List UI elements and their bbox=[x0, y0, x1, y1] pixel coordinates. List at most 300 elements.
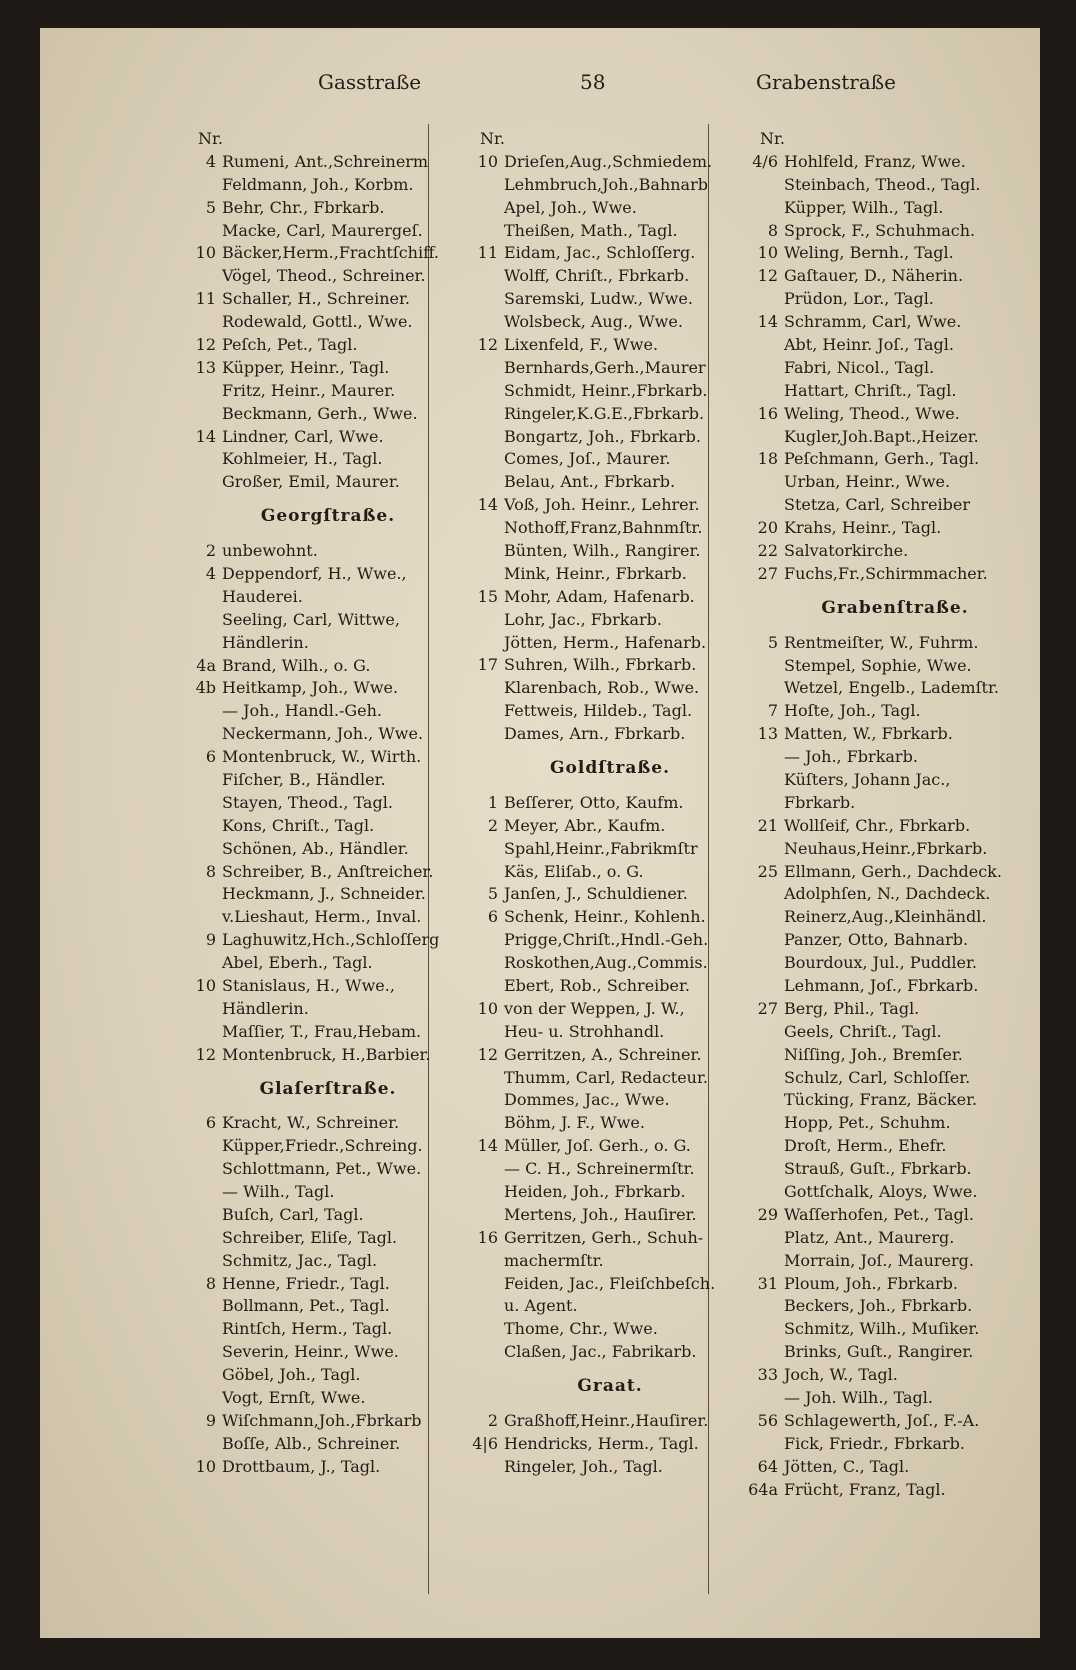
house-number bbox=[720, 655, 784, 678]
house-number bbox=[440, 288, 504, 311]
house-number bbox=[440, 700, 504, 723]
house-number: 12 bbox=[477, 1044, 498, 1064]
street-heading: Glaſerſtraße. bbox=[259, 1078, 397, 1099]
resident-entry: von der Weppen, J. W., bbox=[504, 998, 685, 1018]
house-number: 6 bbox=[205, 747, 216, 767]
house-number bbox=[720, 288, 784, 311]
house-number: 64a bbox=[748, 1479, 778, 1499]
resident-entry: Drieſen,Aug.,Schmiedem. bbox=[504, 151, 713, 171]
header-left-street: Gasstraße bbox=[318, 70, 422, 94]
resident-entry: Hoſte, Joh., Tagl. bbox=[784, 701, 921, 721]
house-number: 7 bbox=[767, 701, 778, 721]
resident-entry: Fabri, Nicol., Tagl. bbox=[784, 357, 935, 377]
resident-entry: Fuchs,Fr.,Schirmmacher. bbox=[784, 563, 988, 583]
resident-entry: Peſch, Pet., Tagl. bbox=[222, 335, 358, 355]
resident-entry: — C. H., Schreinermſtr. bbox=[504, 1159, 695, 1179]
directory-entry bbox=[440, 929, 740, 952]
directory-entry bbox=[158, 769, 458, 792]
resident-entry: Comes, Joſ., Maurer. bbox=[504, 449, 671, 469]
house-number bbox=[720, 906, 784, 929]
resident-entry: machermſtr. bbox=[504, 1250, 604, 1270]
house-number bbox=[720, 769, 784, 792]
house-number bbox=[440, 975, 504, 998]
resident-entry: Beckers, Joh., Fbrkarb. bbox=[784, 1296, 973, 1316]
house-number: 2 bbox=[487, 1410, 498, 1430]
house-number: 4 bbox=[205, 151, 216, 171]
resident-entry: Bernhards,Gerh.,Maurer bbox=[504, 357, 706, 377]
house-number bbox=[720, 357, 784, 380]
directory-entry bbox=[440, 1433, 740, 1456]
house-number bbox=[440, 403, 504, 426]
street-heading: Graat. bbox=[577, 1376, 643, 1397]
directory-entry bbox=[158, 975, 458, 998]
directory-entry bbox=[720, 1273, 1030, 1296]
directory-entry bbox=[720, 494, 1030, 517]
house-number: 12 bbox=[757, 266, 778, 286]
house-number: 5 bbox=[487, 884, 498, 904]
resident-entry: Feldmann, Joh., Korbm. bbox=[222, 174, 414, 194]
resident-entry: Großer, Emil, Maurer. bbox=[222, 472, 400, 492]
house-number bbox=[720, 1089, 784, 1112]
resident-entry: Adolphſen, N., Dachdeck. bbox=[784, 884, 991, 904]
house-number bbox=[720, 1433, 784, 1456]
house-number bbox=[720, 1387, 784, 1410]
resident-entry: — Joh., Fbrkarb. bbox=[784, 747, 918, 767]
resident-entry: Seeling, Carl, Wittwe, bbox=[222, 609, 400, 629]
resident-entry: Janſen, J., Schuldiener. bbox=[504, 884, 688, 904]
resident-entry: Schreiber, Eliſe, Tagl. bbox=[222, 1227, 398, 1247]
house-number bbox=[440, 265, 504, 288]
directory-column-1 bbox=[158, 128, 458, 1479]
directory-entry bbox=[720, 540, 1030, 563]
house-number: 9 bbox=[205, 1410, 216, 1430]
house-number bbox=[440, 1181, 504, 1204]
resident-entry: Dames, Arn., Fbrkarb. bbox=[504, 724, 686, 744]
resident-entry: Schulz, Carl, Schloſſer. bbox=[784, 1067, 971, 1087]
house-number bbox=[440, 357, 504, 380]
resident-entry: Jötten, Herm., Hafenarb. bbox=[504, 632, 707, 652]
directory-entry bbox=[440, 654, 740, 677]
nr-label: Nr. bbox=[760, 129, 785, 148]
house-number: 4a bbox=[196, 655, 216, 675]
house-number bbox=[720, 494, 784, 517]
directory-page bbox=[40, 28, 1040, 1638]
resident-entry: u. Agent. bbox=[504, 1296, 578, 1316]
resident-entry: Reinerz,Aug.,Kleinhändl. bbox=[784, 907, 987, 927]
directory-entry bbox=[720, 197, 1030, 220]
house-number bbox=[720, 1250, 784, 1273]
house-number bbox=[158, 792, 222, 815]
resident-entry: Joch, W., Tagl. bbox=[784, 1365, 898, 1385]
directory-entry bbox=[440, 334, 740, 357]
house-number bbox=[158, 471, 222, 494]
directory-entry bbox=[158, 792, 458, 815]
house-number bbox=[158, 380, 222, 403]
resident-entry: Küpper,Friedr.,Schreing. bbox=[222, 1136, 423, 1156]
house-number bbox=[158, 448, 222, 471]
directory-entry bbox=[720, 1021, 1030, 1044]
house-number bbox=[158, 906, 222, 929]
resident-entry: Käs, Eliſab., o. G. bbox=[504, 861, 644, 881]
resident-entry: Mertens, Joh., Hauſirer. bbox=[504, 1204, 697, 1224]
directory-entry bbox=[440, 1158, 740, 1181]
house-number bbox=[158, 952, 222, 975]
resident-entry: Schlottmann, Pet., Wwe. bbox=[222, 1159, 422, 1179]
resident-entry: Wiſchmann,Joh.,Fbrkarb bbox=[222, 1410, 422, 1430]
directory-entry bbox=[720, 632, 1030, 655]
directory-entry bbox=[440, 471, 740, 494]
directory-entry bbox=[440, 700, 740, 723]
directory-entry bbox=[158, 265, 458, 288]
resident-entry: Ringeler, Joh., Tagl. bbox=[504, 1456, 663, 1476]
resident-entry: Rumeni, Ant.,Schreinerm bbox=[222, 151, 429, 171]
directory-entry bbox=[158, 746, 458, 769]
resident-entry: Rodewald, Gottl., Wwe. bbox=[222, 312, 413, 332]
directory-entry bbox=[440, 792, 740, 815]
resident-entry: Schenk, Heinr., Kohlenh. bbox=[504, 907, 706, 927]
resident-entry: Neckermann, Joh., Wwe. bbox=[222, 724, 424, 744]
house-number bbox=[158, 403, 222, 426]
resident-entry: Bongartz, Joh., Fbrkarb. bbox=[504, 426, 701, 446]
resident-entry: Klarenbach, Rob., Wwe. bbox=[504, 678, 700, 698]
directory-entry bbox=[158, 1364, 458, 1387]
resident-entry: Henne, Friedr., Tagl. bbox=[222, 1273, 390, 1293]
directory-entry bbox=[720, 334, 1030, 357]
house-number bbox=[158, 265, 222, 288]
directory-entry bbox=[720, 1181, 1030, 1204]
directory-entry bbox=[440, 609, 740, 632]
directory-entry bbox=[720, 815, 1030, 838]
directory-entry bbox=[440, 1112, 740, 1135]
house-number: 13 bbox=[195, 357, 216, 377]
resident-entry: Claßen, Jac., Fabrikarb. bbox=[504, 1342, 697, 1362]
directory-entry bbox=[158, 197, 458, 220]
directory-entry bbox=[440, 403, 740, 426]
house-number: 33 bbox=[757, 1365, 778, 1385]
house-number bbox=[158, 1135, 222, 1158]
house-number bbox=[158, 1433, 222, 1456]
house-number bbox=[440, 174, 504, 197]
resident-entry: unbewohnt. bbox=[222, 541, 318, 561]
resident-entry: Strauß, Guſt., Fbrkarb. bbox=[784, 1159, 972, 1179]
house-number bbox=[158, 1204, 222, 1227]
directory-entry bbox=[158, 1135, 458, 1158]
directory-entry bbox=[158, 632, 458, 655]
resident-entry: Ploum, Joh., Fbrkarb. bbox=[784, 1273, 958, 1293]
house-number bbox=[720, 1227, 784, 1250]
house-number bbox=[440, 952, 504, 975]
directory-entry bbox=[720, 700, 1030, 723]
directory-entry bbox=[720, 517, 1030, 540]
directory-entry bbox=[440, 586, 740, 609]
directory-column-2 bbox=[440, 128, 740, 1479]
directory-entry bbox=[158, 357, 458, 380]
resident-entry: Fettweis, Hildeb., Tagl. bbox=[504, 701, 693, 721]
directory-entry bbox=[158, 1433, 458, 1456]
resident-entry: Schaller, H., Schreiner. bbox=[222, 289, 410, 309]
house-number bbox=[158, 838, 222, 861]
directory-entry bbox=[440, 540, 740, 563]
house-number bbox=[440, 563, 504, 586]
directory-entry bbox=[440, 1181, 740, 1204]
house-number bbox=[720, 1341, 784, 1364]
house-number bbox=[158, 586, 222, 609]
directory-entry bbox=[158, 1204, 458, 1227]
house-number bbox=[158, 1364, 222, 1387]
house-number bbox=[440, 1295, 504, 1318]
house-number: 22 bbox=[757, 541, 778, 561]
house-number bbox=[720, 334, 784, 357]
resident-entry: Schreiber, B., Anſtreicher. bbox=[222, 861, 434, 881]
house-number: 8 bbox=[205, 861, 216, 881]
directory-entry bbox=[720, 746, 1030, 769]
house-number: 14 bbox=[477, 1136, 498, 1156]
resident-entry: Brinks, Guſt., Rangirer. bbox=[784, 1342, 974, 1362]
directory-entry bbox=[720, 448, 1030, 471]
resident-entry: Salvatorkirche. bbox=[784, 541, 909, 561]
resident-entry: Heu- u. Strohhandl. bbox=[504, 1021, 665, 1041]
directory-entry bbox=[720, 769, 1030, 792]
directory-entry bbox=[440, 1250, 740, 1273]
directory-entry bbox=[440, 1089, 740, 1112]
house-number bbox=[158, 1387, 222, 1410]
resident-entry: Mink, Heinr., Fbrkarb. bbox=[504, 563, 687, 583]
directory-entry bbox=[720, 265, 1030, 288]
house-number bbox=[440, 1089, 504, 1112]
house-number bbox=[720, 952, 784, 975]
house-number bbox=[440, 311, 504, 334]
directory-entry bbox=[440, 1456, 740, 1479]
directory-entry bbox=[158, 471, 458, 494]
resident-entry: Bäcker,Herm.,Frachtſchiff. bbox=[222, 243, 439, 263]
directory-entry bbox=[440, 563, 740, 586]
directory-entry bbox=[158, 677, 458, 700]
house-number bbox=[720, 1295, 784, 1318]
directory-entry bbox=[158, 1410, 458, 1433]
resident-entry: Fbrkarb. bbox=[784, 792, 856, 812]
directory-entry bbox=[440, 906, 740, 929]
directory-entry bbox=[158, 883, 458, 906]
house-number: 20 bbox=[757, 518, 778, 538]
resident-entry: Laghuwitz,Hch.,Schloſſerg bbox=[222, 930, 440, 950]
house-number bbox=[440, 1158, 504, 1181]
house-number bbox=[440, 517, 504, 540]
directory-entry bbox=[158, 1456, 458, 1479]
resident-entry: Hopp, Pet., Schuhm. bbox=[784, 1113, 951, 1133]
resident-entry: Heitkamp, Joh., Wwe. bbox=[222, 678, 399, 698]
directory-entry bbox=[720, 883, 1030, 906]
page-header bbox=[40, 70, 1040, 100]
house-number bbox=[158, 723, 222, 746]
resident-entry: Küpper, Wilh., Tagl. bbox=[784, 197, 944, 217]
resident-entry: Stetza, Carl, Schreiber bbox=[784, 495, 970, 515]
house-number bbox=[720, 975, 784, 998]
house-number: 6 bbox=[487, 907, 498, 927]
directory-entry bbox=[440, 1204, 740, 1227]
resident-entry: Apel, Joh., Wwe. bbox=[504, 197, 637, 217]
house-number bbox=[158, 998, 222, 1021]
directory-entry bbox=[158, 861, 458, 884]
resident-entry: Montenbruck, H.,Barbier. bbox=[222, 1044, 431, 1064]
directory-entry bbox=[440, 1318, 740, 1341]
house-number bbox=[440, 677, 504, 700]
directory-entry bbox=[440, 677, 740, 700]
resident-entry: Boſſe, Alb., Schreiner. bbox=[222, 1433, 401, 1453]
resident-entry: Lehmbruch,Joh.,Bahnarb bbox=[504, 174, 708, 194]
resident-entry: Tücking, Franz, Bäcker. bbox=[784, 1090, 978, 1110]
resident-entry: Mohr, Adam, Hafenarb. bbox=[504, 586, 695, 606]
directory-entry bbox=[720, 1295, 1030, 1318]
house-number: 56 bbox=[757, 1410, 778, 1430]
house-number bbox=[720, 677, 784, 700]
resident-entry: Gerritzen, A., Schreiner. bbox=[504, 1044, 702, 1064]
directory-entry bbox=[158, 906, 458, 929]
resident-entry: Macke, Carl, Maurergeſ. bbox=[222, 220, 423, 240]
directory-entry bbox=[158, 586, 458, 609]
directory-entry bbox=[720, 998, 1030, 1021]
resident-entry: Lohr, Jac., Fbrkarb. bbox=[504, 609, 662, 629]
resident-entry: Sprock, F., Schuhmach. bbox=[784, 220, 976, 240]
resident-entry: Vögel, Theod., Schreiner. bbox=[222, 266, 426, 286]
directory-entry bbox=[158, 1158, 458, 1181]
house-number bbox=[158, 1158, 222, 1181]
directory-entry bbox=[720, 1158, 1030, 1181]
directory-entry bbox=[158, 723, 458, 746]
house-number: 14 bbox=[477, 495, 498, 515]
resident-entry: Lehmann, Joſ., Fbrkarb. bbox=[784, 975, 979, 995]
directory-entry bbox=[440, 975, 740, 998]
directory-entry bbox=[440, 1135, 740, 1158]
directory-entry bbox=[440, 220, 740, 243]
resident-entry: Dommes, Jac., Wwe. bbox=[504, 1090, 670, 1110]
house-number bbox=[720, 1135, 784, 1158]
directory-entry bbox=[720, 1227, 1030, 1250]
directory-entry bbox=[440, 1067, 740, 1090]
directory-entry bbox=[720, 380, 1030, 403]
resident-entry: Spahl,Heinr.,Fabrikmſtr bbox=[504, 838, 698, 858]
directory-entry bbox=[158, 334, 458, 357]
house-number bbox=[158, 1021, 222, 1044]
directory-entry bbox=[158, 151, 458, 174]
house-number bbox=[158, 1318, 222, 1341]
directory-entry bbox=[720, 1387, 1030, 1410]
resident-entry: Heiden, Joh., Fbrkarb. bbox=[504, 1181, 686, 1201]
resident-entry: Hohlfeld, Franz, Wwe. bbox=[784, 151, 966, 171]
resident-entry: Frücht, Franz, Tagl. bbox=[784, 1479, 946, 1499]
directory-entry bbox=[440, 883, 740, 906]
resident-entry: Eidam, Jac., Schloſſerg. bbox=[504, 243, 696, 263]
house-number bbox=[158, 1227, 222, 1250]
resident-entry: Severin, Heinr., Wwe. bbox=[222, 1342, 399, 1362]
resident-entry: Göbel, Joh., Tagl. bbox=[222, 1365, 361, 1385]
directory-entry bbox=[440, 1021, 740, 1044]
house-number bbox=[720, 1021, 784, 1044]
resident-entry: Saremski, Ludw., Wwe. bbox=[504, 289, 693, 309]
directory-entry bbox=[720, 929, 1030, 952]
column-label-row bbox=[720, 128, 1030, 151]
page-number: 58 bbox=[580, 70, 606, 94]
directory-entry bbox=[720, 242, 1030, 265]
resident-entry: Steinbach, Theod., Tagl. bbox=[784, 174, 981, 194]
house-number bbox=[440, 1021, 504, 1044]
house-number: 4|6 bbox=[472, 1433, 498, 1453]
resident-entry: Kugler,Joh.Bapt.,Heizer. bbox=[784, 426, 979, 446]
resident-entry: Wollſeif, Chr., Fbrkarb. bbox=[784, 815, 971, 835]
directory-entry bbox=[720, 220, 1030, 243]
house-number bbox=[720, 746, 784, 769]
house-number bbox=[440, 448, 504, 471]
house-number bbox=[440, 1112, 504, 1135]
house-number: 4/6 bbox=[752, 151, 778, 171]
resident-entry: Wolff, Chriſt., Fbrkarb. bbox=[504, 266, 690, 286]
resident-entry: Bünten, Wilh., Rangirer. bbox=[504, 541, 701, 561]
house-number bbox=[440, 426, 504, 449]
nr-label: Nr. bbox=[480, 129, 505, 148]
directory-entry bbox=[440, 1227, 740, 1250]
house-number bbox=[720, 1158, 784, 1181]
directory-entry bbox=[440, 174, 740, 197]
resident-entry: Gaſtauer, D., Näherin. bbox=[784, 266, 964, 286]
directory-entry bbox=[720, 1044, 1030, 1067]
house-number: 8 bbox=[767, 220, 778, 240]
house-number bbox=[720, 1318, 784, 1341]
house-number bbox=[440, 929, 504, 952]
directory-entry bbox=[440, 1341, 740, 1364]
house-number: 10 bbox=[757, 243, 778, 263]
house-number: 5 bbox=[205, 197, 216, 217]
resident-entry: Graßhoff,Heinr.,Hauſirer. bbox=[504, 1410, 709, 1430]
house-number bbox=[158, 632, 222, 655]
directory-entry bbox=[440, 357, 740, 380]
directory-entry bbox=[158, 1044, 458, 1067]
directory-entry bbox=[440, 1410, 740, 1433]
resident-entry: — Joh., Handl.-Geh. bbox=[222, 701, 382, 721]
directory-entry bbox=[720, 838, 1030, 861]
house-number bbox=[440, 1273, 504, 1296]
directory-entry bbox=[720, 792, 1030, 815]
directory-entry bbox=[440, 426, 740, 449]
directory-entry bbox=[440, 517, 740, 540]
resident-entry: Behr, Chr., Fbrkarb. bbox=[222, 197, 385, 217]
directory-entry bbox=[720, 1364, 1030, 1387]
directory-entry bbox=[158, 1341, 458, 1364]
resident-entry: Hendricks, Herm., Tagl. bbox=[504, 1433, 699, 1453]
directory-entry bbox=[158, 380, 458, 403]
house-number: 16 bbox=[757, 403, 778, 423]
resident-entry: Morrain, Joſ., Maurerg. bbox=[784, 1250, 974, 1270]
resident-entry: Abel, Eberh., Tagl. bbox=[222, 953, 373, 973]
directory-entry bbox=[720, 563, 1030, 586]
resident-entry: Suhren, Wilh., Fbrkarb. bbox=[504, 655, 697, 675]
resident-entry: Müller, Joſ. Gerh., o. G. bbox=[504, 1136, 691, 1156]
directory-entry bbox=[158, 1181, 458, 1204]
resident-entry: Weling, Theod., Wwe. bbox=[784, 403, 960, 423]
directory-entry bbox=[720, 677, 1030, 700]
resident-entry: v.Lieshaut, Herm., Inval. bbox=[222, 907, 422, 927]
house-number bbox=[720, 197, 784, 220]
directory-entry bbox=[440, 1044, 740, 1067]
house-number: 4b bbox=[195, 678, 216, 698]
resident-entry: Schmidt, Heinr.,Fbrkarb. bbox=[504, 380, 708, 400]
resident-entry: Prüdon, Lor., Tagl. bbox=[784, 289, 934, 309]
resident-entry: Wolsbeck, Aug., Wwe. bbox=[504, 312, 683, 332]
house-number: 9 bbox=[205, 930, 216, 950]
directory-entry bbox=[440, 242, 740, 265]
directory-entry bbox=[158, 174, 458, 197]
house-number bbox=[158, 883, 222, 906]
house-number bbox=[440, 380, 504, 403]
house-number bbox=[158, 609, 222, 632]
